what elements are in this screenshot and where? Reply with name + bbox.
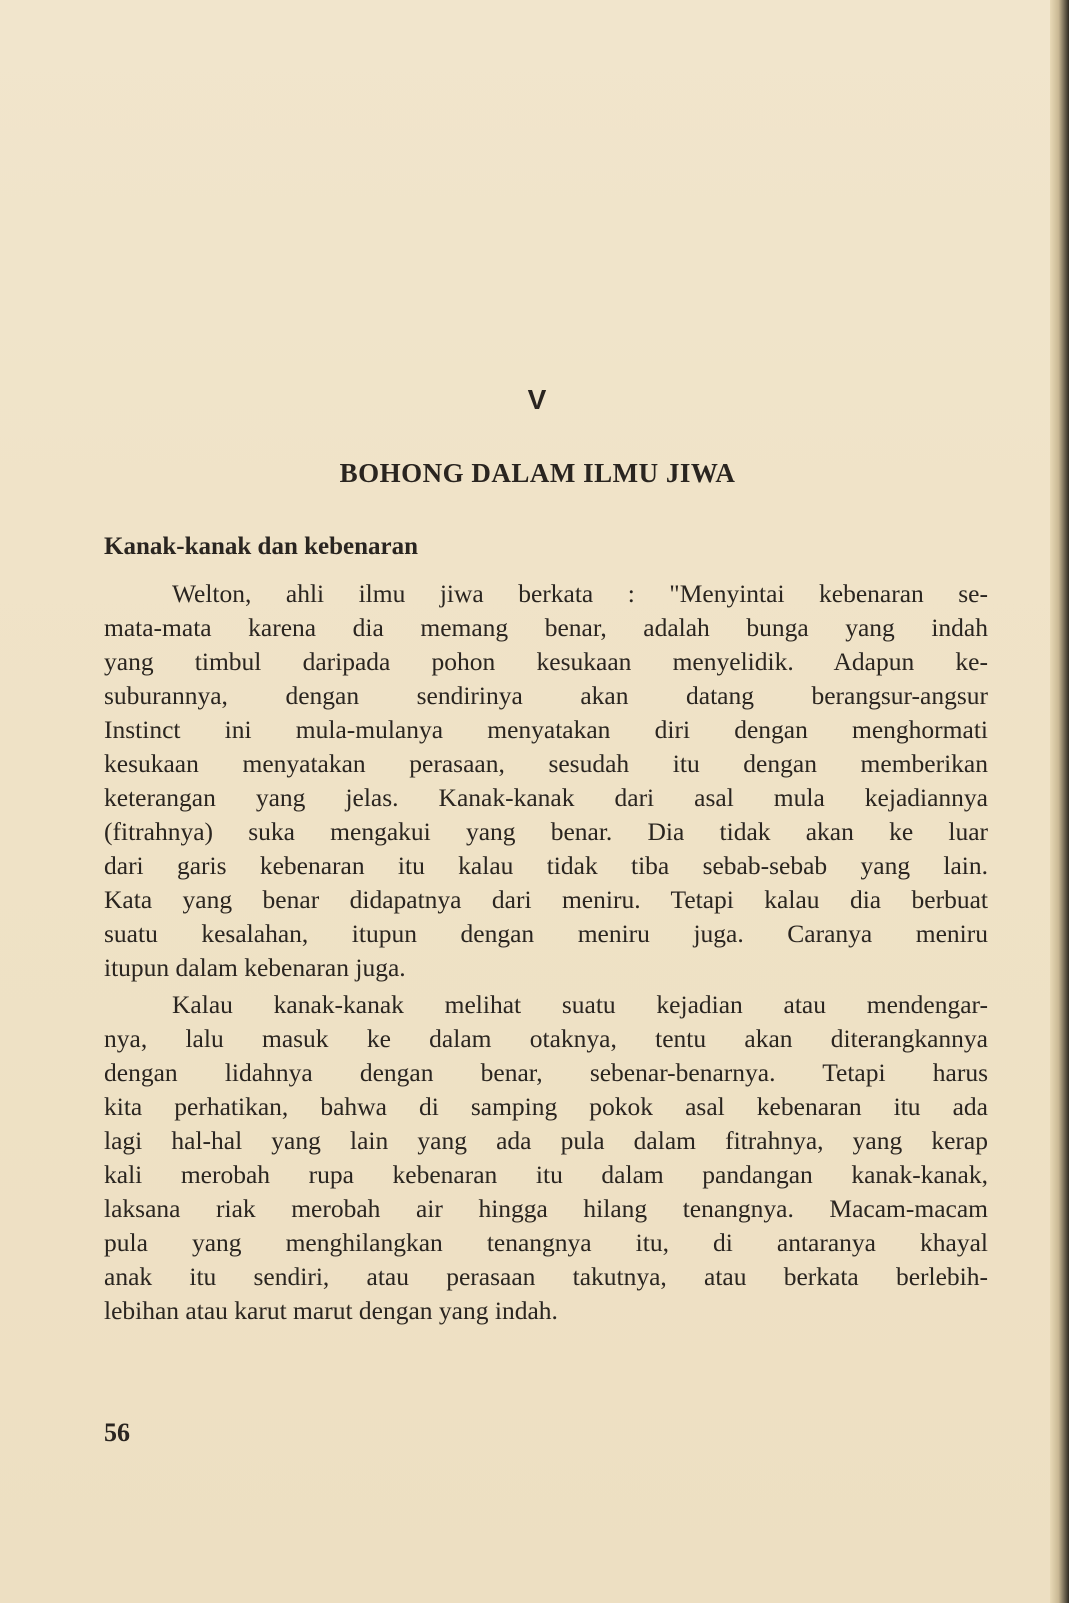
text-line: laksana riak merobah air hingga hilang tenangnya. Macam-macam (104, 1194, 988, 1223)
page-number: 56 (104, 1418, 130, 1447)
text-line: (fitrahnya) suka mengakui yang benar. Dia tidak akan ke luar (104, 817, 988, 846)
text-line: kali merobah rupa kebenaran itu dalam pandangan kanak-kanak, (104, 1160, 988, 1189)
text-line: lebihan atau karut marut dengan yang indah. (104, 1296, 558, 1325)
text-line: kesukaan menyatakan perasaan, sesudah itu dengan memberikan (104, 749, 988, 778)
text-line: lagi hal-hal yang lain yang ada pula dalam fitrahnya, yang kerap (104, 1126, 988, 1155)
text-line: yang timbul daripada pohon kesukaan menyelidik. Adapun ke- (104, 647, 988, 676)
text-line: nya, lalu masuk ke dalam otaknya, tentu akan diterangkannya (104, 1024, 988, 1053)
text-line: Instinct ini mula-mulanya menyatakan diri dengan menghormati (104, 715, 988, 744)
text-line: Kata yang benar didapatnya dari meniru. Tetapi kalau dia berbuat (104, 885, 988, 914)
text-line: Welton, ahli ilmu jiwa berkata : "Menyintai kebenaran se- (172, 579, 988, 608)
text-line: anak itu sendiri, atau perasaan takutnya, atau berkata berlebih- (104, 1262, 988, 1291)
text-line: suatu kesalahan, itupun dengan meniru juga. Caranya meniru (104, 919, 988, 948)
body-text (104, 577, 988, 1328)
section-heading: Kanak-kanak dan kebenaran (104, 533, 419, 560)
text-line: kita perhatikan, bahwa di samping pokok asal kebenaran itu ada (104, 1092, 988, 1121)
text-line: dari garis kebenaran itu kalau tidak tiba sebab-sebab yang lain. (104, 851, 988, 880)
text-line: Kalau kanak-kanak melihat suatu kejadian atau mendengar- (172, 990, 988, 1019)
chapter-title: BOHONG DALAM ILMU JIWA (339, 458, 736, 488)
text-line: dengan lidahnya dengan benar, sebenar-benarnya. Tetapi harus (104, 1058, 988, 1087)
paragraph-1 (104, 577, 988, 985)
text-line: pula yang menghilangkan tenangnya itu, di antaranya khayal (104, 1228, 988, 1257)
text-line: itupun dalam kebenaran juga. (104, 953, 406, 982)
paragraph-2 (104, 988, 988, 1328)
text-line: keterangan yang jelas. Kanak-kanak dari asal mula kejadiannya (104, 783, 988, 812)
chapter-number: V (527, 384, 548, 415)
text-line: suburannya, dengan sendirinya akan datang berangsur-angsur (104, 681, 988, 710)
text-line: mata-mata karena dia memang benar, adalah bunga yang indah (104, 613, 988, 642)
page-edge-shadow (1050, 0, 1069, 1603)
